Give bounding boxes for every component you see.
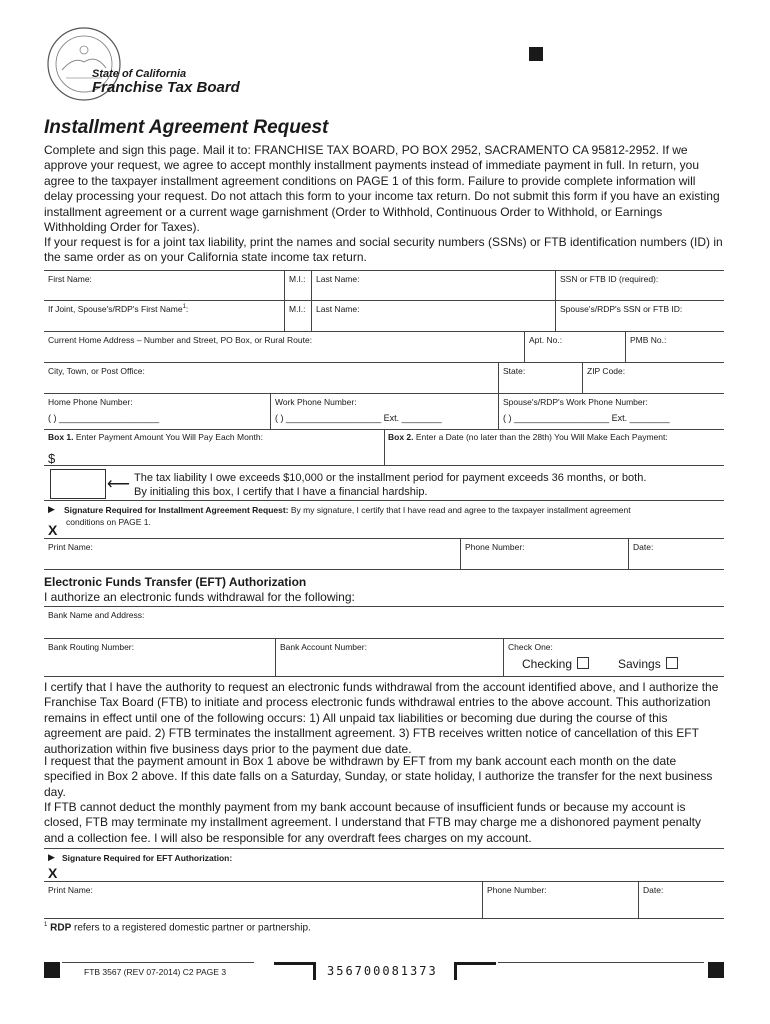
eft-date-field[interactable]: Date: bbox=[638, 881, 724, 918]
eft-signature-label: Signature Required for EFT Authorization: bbox=[62, 853, 233, 863]
bank-name-field[interactable]: Bank Name and Address: bbox=[44, 606, 724, 638]
spouse-last-name-field[interactable]: Last Name: bbox=[311, 300, 555, 331]
intro-text: Complete and sign this page. Mail it to: FRANCHISE TAX BOARD, PO BOX 2952, SACRAMENTO CA 95812-2952. If we approve your request, we agree to accept monthly installment payments instead of immediate payment in full. In return, you agree to the taxpayer installment agreement conditions on PAGE 1 of this form. Failure to provide complete information will delay processing your request. Do not attach this form to your income tax return. Do not submit this form if you have an existing installment agreement or a current wage garnishment (Order to Withhold, Continuous Order to Withhold, or Earnings Withholding Order for Taxes). bbox=[44, 143, 720, 235]
eft-request-text: I request that the payment amount in Box 1 above be withdrawn by EFT from my bank account each month on the date specified in Box 2 above. If this date falls on a Saturday, Sunday, or state holiday, I authorize the transfer for the next business day. bbox=[44, 754, 713, 799]
payment-date-input[interactable] bbox=[388, 449, 722, 465]
hardship-initials-box[interactable] bbox=[50, 469, 106, 499]
ssn-field[interactable]: SSN or FTB ID (required): bbox=[555, 270, 724, 300]
eft-authority-text: I certify that I have the authority to request an electronic funds withdrawal from the account identified above, and I authorize the Franchise Tax Board (FTB) to initiate and process electronic funds withdrawal entries to the above account. This authorization remains in effect until one of the following occurs: 1) All unpaid tax liabilities or becoming due during the course of this agreement are paid. 2) FTB terminates the installment agreement. 3) FTB receives written notice of cancellation of this EFT authorization within five business days prior to the payment due date. bbox=[44, 680, 719, 756]
page-title: Installment Agreement Request bbox=[44, 117, 329, 138]
account-type-field: Check One: bbox=[503, 638, 724, 676]
footnote: $^1$ RDP refers to a registered domestic partner or partnership. bbox=[44, 922, 311, 934]
apt-field[interactable]: Apt. No.: bbox=[524, 331, 625, 362]
corner-mark bbox=[454, 962, 496, 980]
signature-statement-cont: conditions on PAGE 1. bbox=[66, 517, 151, 527]
checking-checkbox[interactable] bbox=[577, 657, 589, 669]
checking-option[interactable]: Checking bbox=[522, 657, 589, 671]
hardship-text: The tax liability I owe exceeds $10,000 or the installment period for payment exceeds 36 months, or both. By initialing this box, I certify that I have a financial hardship. bbox=[134, 472, 647, 498]
phone-number-field[interactable]: Phone Number: bbox=[460, 538, 628, 569]
eft-print-name-field[interactable]: Print Name: bbox=[44, 881, 482, 918]
savings-option[interactable]: Savings bbox=[618, 657, 678, 671]
box1-label: Box 1. Enter Payment Amount You Will Pay Each Month: bbox=[48, 432, 263, 442]
arrow-left-icon: ⟵ bbox=[107, 476, 130, 493]
routing-number-field[interactable]: Bank Routing Number: bbox=[44, 638, 275, 676]
registration-mark bbox=[44, 962, 60, 978]
play-arrow-icon: ▶ bbox=[48, 852, 55, 862]
registration-mark bbox=[529, 47, 543, 61]
eft-insufficient-funds-text: If FTB cannot deduct the monthly payment from my bank account because of insufficient funds or because my account is closed, FTB may terminate my installment agreement. I understand that FTB may charge me a dishonored payment penalty and a collection fee. I will also be responsible for any overdraft fees charges on my account. bbox=[44, 800, 701, 845]
eft-phone-number-field[interactable]: Phone Number: bbox=[482, 881, 638, 918]
play-arrow-icon: ▶ bbox=[48, 504, 55, 514]
signature-statement: Signature Required for Installment Agreement Request: By my signature, I certify that I have read and agree to the taxpayer installment agreement bbox=[64, 505, 631, 515]
payment-amount-input[interactable] bbox=[62, 449, 380, 465]
spouse-ssn-field[interactable]: Spouse's/RDP's SSN or FTB ID: bbox=[555, 300, 724, 331]
savings-checkbox[interactable] bbox=[666, 657, 678, 669]
work-phone-field[interactable]: Work Phone Number: ( ) ___________________ Ext. ________ bbox=[270, 393, 498, 429]
box2-label: Box 2. Enter a Date (no later than the 28th) You Will Make Each Payment: bbox=[388, 432, 668, 442]
pmb-field[interactable]: PMB No.: bbox=[625, 331, 724, 362]
first-name-field[interactable]: First Name: bbox=[44, 270, 284, 300]
state-name: State of California bbox=[92, 68, 187, 80]
zip-field[interactable]: ZIP Code: bbox=[582, 362, 724, 393]
city-field[interactable]: City, Town, or Post Office: bbox=[44, 362, 498, 393]
home-phone-field[interactable]: Home Phone Number: ( ) ____________________ bbox=[44, 393, 270, 429]
signature-input[interactable] bbox=[64, 523, 720, 537]
dollar-sign: $ bbox=[48, 451, 56, 466]
state-field[interactable]: State: bbox=[498, 362, 582, 393]
spouse-first-name-field[interactable]: If Joint, Spouse's/RDP's First Name$^1$: bbox=[44, 300, 284, 331]
date-field[interactable]: Date: bbox=[628, 538, 724, 569]
mi-field[interactable]: M.I.: bbox=[284, 270, 311, 300]
registration-mark bbox=[708, 962, 724, 978]
joint-note: If your request is for a joint tax liability, print the names and social security numbers (SSNs) or FTB identification numbers (ID) in the same order as on your California state income tax return. bbox=[44, 235, 723, 265]
eft-signature-input[interactable] bbox=[64, 866, 720, 880]
address-field[interactable]: Current Home Address – Number and Street, PO Box, or Rural Route: bbox=[44, 331, 524, 362]
eft-signature-x-mark: X bbox=[48, 865, 58, 881]
account-number-field[interactable]: Bank Account Number: bbox=[275, 638, 503, 676]
agency-name: Franchise Tax Board bbox=[92, 79, 240, 96]
corner-mark bbox=[274, 962, 316, 980]
last-name-field[interactable]: Last Name: bbox=[311, 270, 555, 300]
form-number: FTB 3567 (REV 07-2014) C2 PAGE 3 bbox=[84, 967, 227, 977]
print-name-field[interactable]: Print Name: bbox=[44, 538, 460, 569]
scan-code: 356700081373 bbox=[327, 964, 438, 978]
eft-subheading: I authorize an electronic funds withdrawal for the following: bbox=[44, 590, 355, 604]
spouse-work-phone-field[interactable]: Spouse's/RDP's Work Phone Number: ( ) ___________________ Ext. ________ bbox=[498, 393, 724, 429]
spouse-mi-field[interactable]: M.I.: bbox=[284, 300, 311, 331]
eft-heading: Electronic Funds Transfer (EFT) Authorization bbox=[44, 575, 307, 589]
signature-x-mark: X bbox=[48, 522, 58, 538]
